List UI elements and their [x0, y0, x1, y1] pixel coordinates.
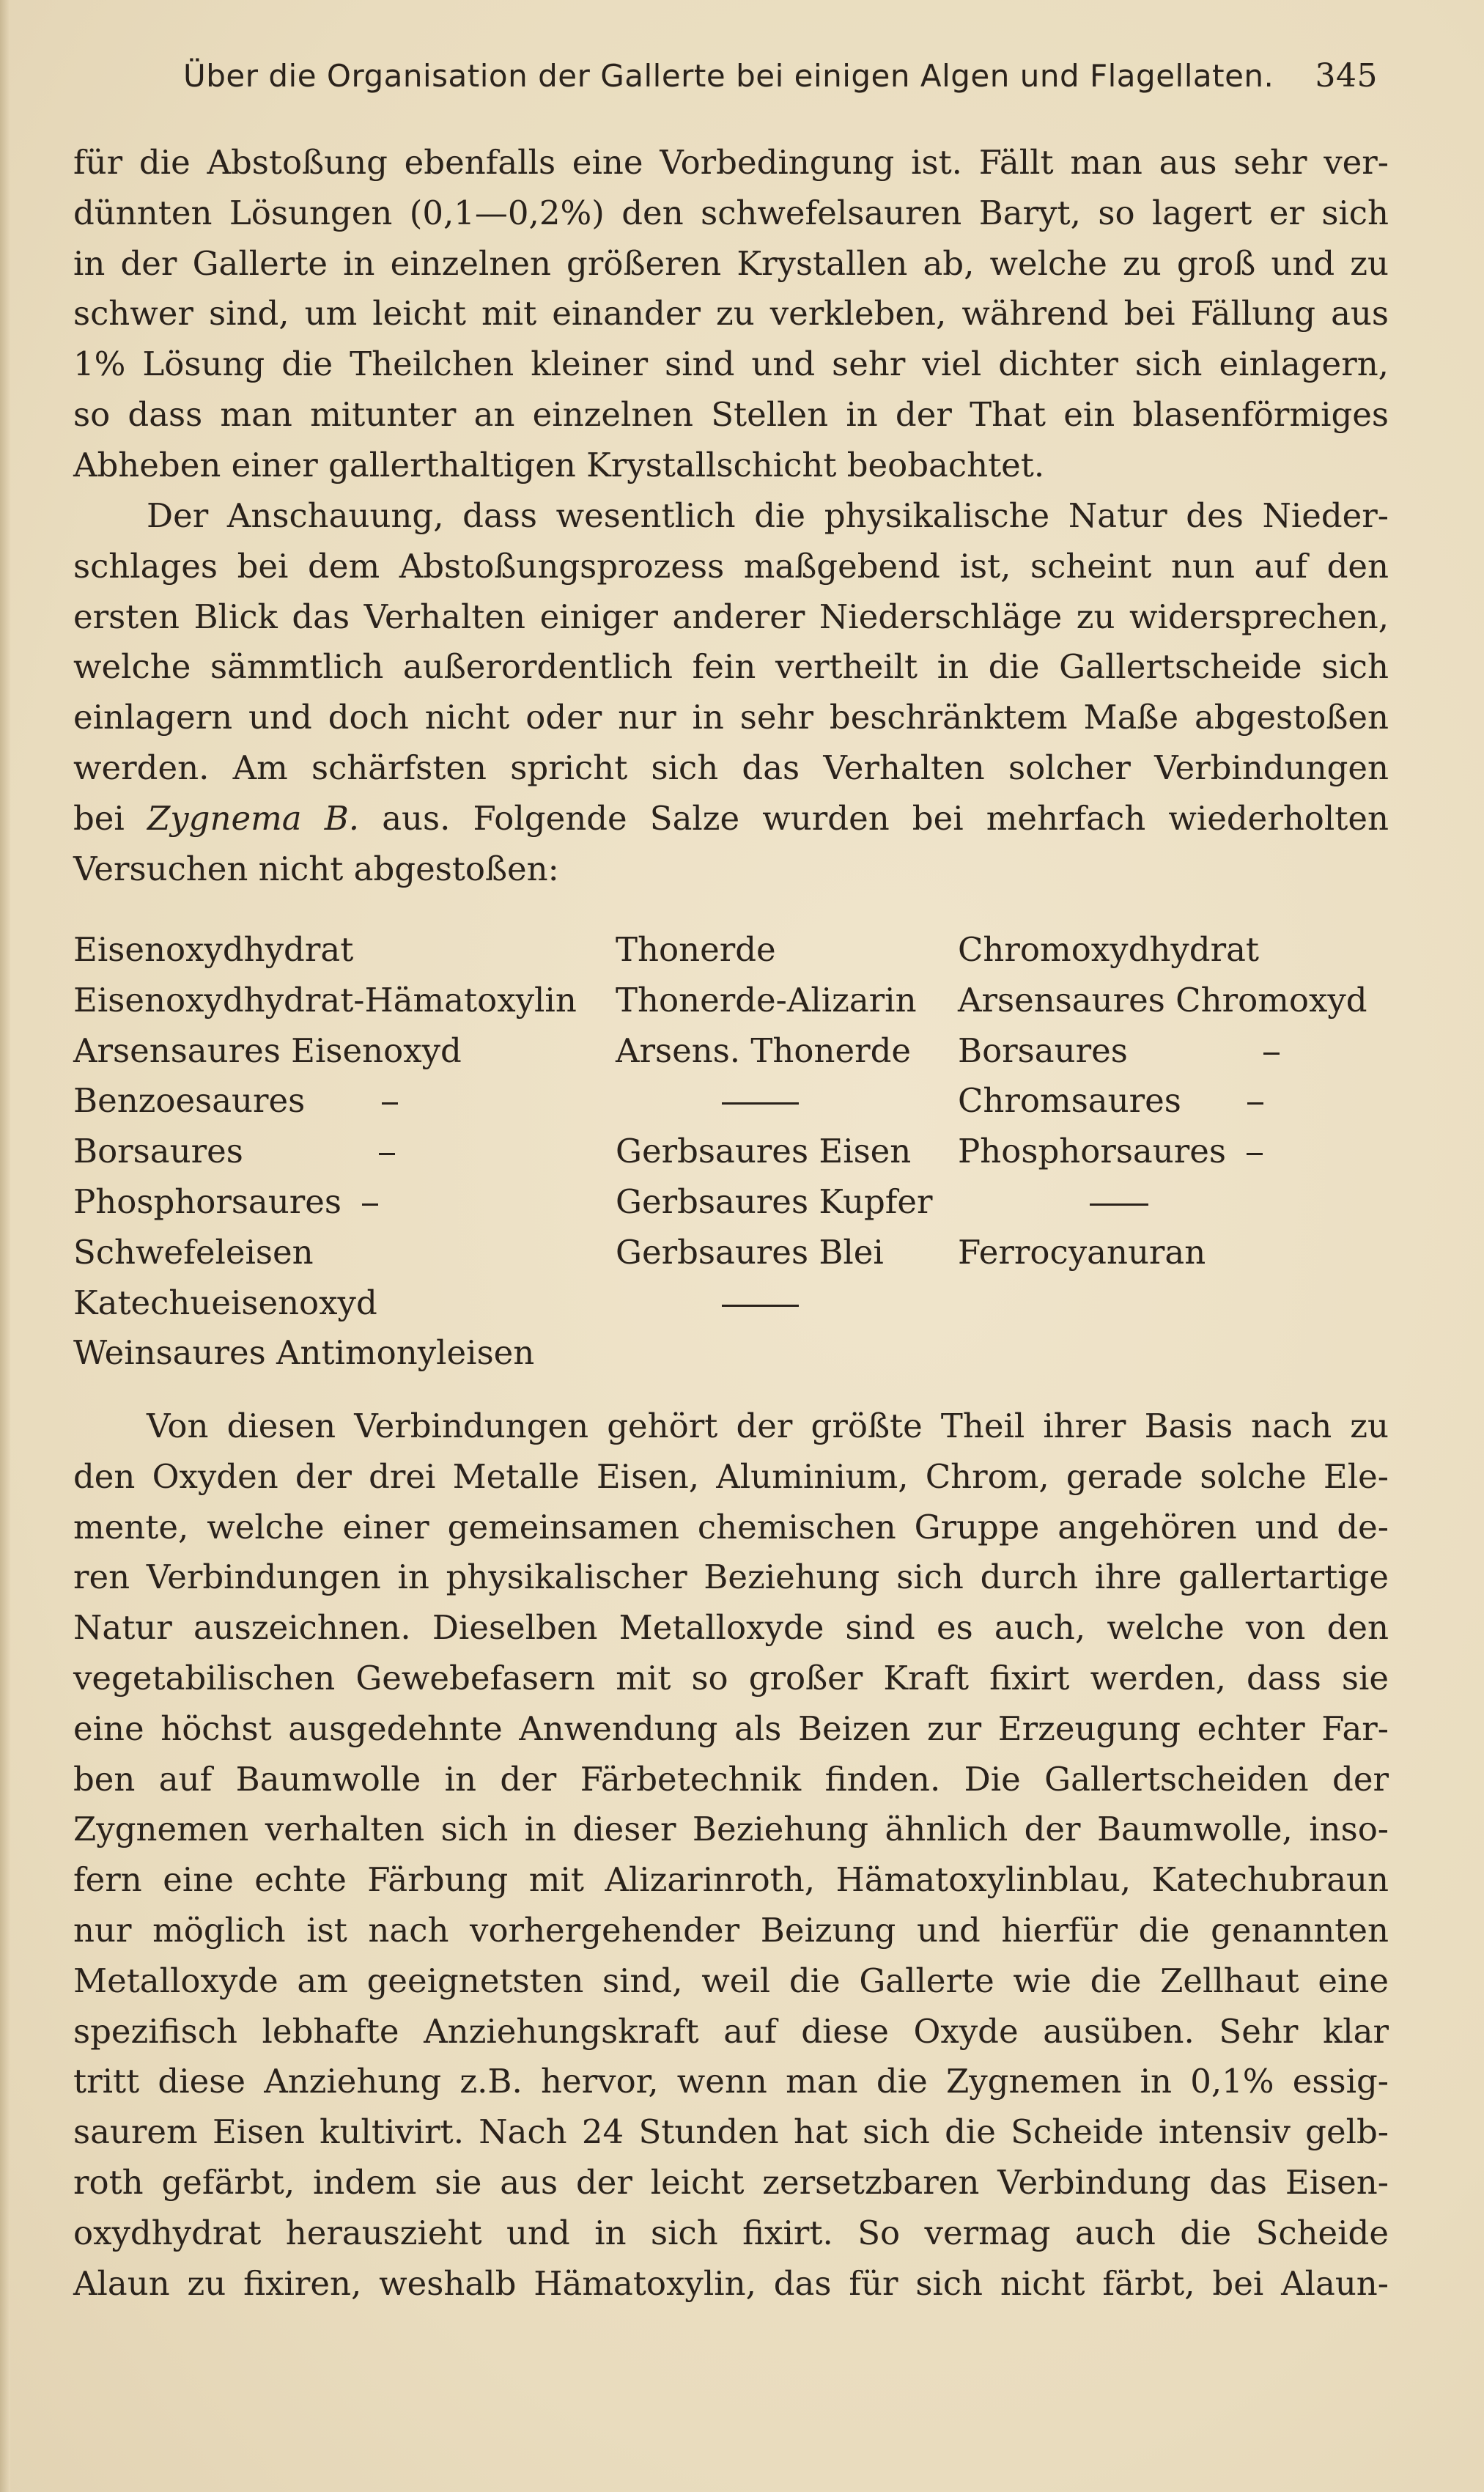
ditto-mark — [1263, 1053, 1280, 1055]
salt-entry: Arsens. Thonerde — [616, 1031, 912, 1070]
text-line: fern eine echte Färbung mit Alizarinroth, Hämatoxylinblau, Katechubraun — [73, 1860, 1389, 1900]
text-line: schwer sind, um leicht mit einander zu verkleben, während bei Fällung aus — [73, 294, 1389, 333]
salt-entry: Thonerde — [616, 930, 776, 969]
salt-name: Borsaures — [958, 1031, 1128, 1070]
text-line: dünnten Lösungen (0,1—0,2%) den schwefelsauren Baryt, so lagert er sich — [73, 193, 1389, 232]
text-line: Von diesen Verbindungen gehört der größte Theil ihrer Basis nach zu — [147, 1407, 1389, 1445]
text-line: so dass man mitunter an einzelnen Stellen in der That ein blasenförmiges — [73, 394, 1389, 434]
text-line: 1% Lösung die Theilchen kleiner sind und sehr viel dichter sich einlagern, — [73, 344, 1389, 384]
text-line: ersten Blick das Verhalten einiger anderer Niederschläge zu widersprechen, — [73, 597, 1389, 636]
genus-name: Zygnema B. — [147, 798, 360, 838]
salt-name: Chromsaures — [958, 1081, 1181, 1121]
salt-entry: Arsensaures Eisenoxyd — [73, 1031, 462, 1070]
salt-entry: Gerbsaures Eisen — [616, 1132, 912, 1171]
text-line: spezifisch lebhafte Anziehungskraft auf diese Oxyde ausüben. Sehr klar — [73, 2011, 1389, 2051]
salt-entry — [958, 1026, 1367, 1077]
text-line: nur möglich ist nach vorhergehender Beizung und hierfür die genannten — [73, 1910, 1389, 1950]
page-edge — [0, 0, 10, 2492]
paragraph-2 — [73, 491, 1389, 894]
text-line: Natur auszeichnen. Dieselben Metalloxyde sind es auch, welche von den — [73, 1608, 1389, 1648]
text-line: Metalloxyde am geeignetsten sind, weil die Gallerte wie die Zellhaut eine — [73, 1961, 1389, 2000]
text-line: werden. Am schärfsten spricht sich das Verhalten solcher Verbindungen — [73, 748, 1389, 787]
line-rest: aus. Folgende Salze wurden bei mehrfach wiederholten — [382, 798, 1389, 838]
text-line: mente, welche einer gemeinsamen chemischen Gruppe angehören und de- — [73, 1507, 1389, 1547]
page-number: 345 — [1315, 57, 1378, 95]
salt-entry: Eisenoxydhydrat-Hämatoxylin — [73, 980, 577, 1020]
salt-entry: Katechueisenoxyd — [73, 1283, 377, 1322]
running-header — [183, 57, 1378, 108]
ditto-mark — [379, 1153, 395, 1155]
line-prefix: bei — [73, 798, 125, 838]
ditto-mark — [362, 1203, 378, 1206]
salts-column-3 — [958, 925, 1367, 1278]
text-line: eine höchst ausgedehnte Anwendung als Beizen zur Erzeugung echter Far- — [73, 1708, 1389, 1748]
salt-entry: Gerbsaures Kupfer — [616, 1182, 933, 1221]
text-line: für die Abstoßung ebenfalls eine Vorbedingung ist. Fällt man aus sehr ver- — [73, 143, 1389, 182]
salt-entry: Gerbsaures Blei — [616, 1232, 884, 1272]
text-line: einlagern und doch nicht oder nur in sehr beschränktem Maße abgestoßen — [73, 698, 1389, 737]
text-line: Abheben einer gallerthaltigen Krystallschicht beobachtet. — [73, 445, 1045, 484]
text-line: in der Gallerte in einzelnen größeren Krystallen ab, welche zu groß und zu — [73, 243, 1389, 283]
salts-list — [73, 925, 1392, 1379]
ditto-mark — [1247, 1102, 1263, 1105]
salts-column-2 — [616, 925, 933, 1328]
text-line: Zygnemen verhalten sich in dieser Beziehung ähnlich der Baumwolle, inso- — [73, 1810, 1389, 1849]
ditto-mark — [1247, 1153, 1263, 1155]
salt-entry: Eisenoxydhydrat — [73, 930, 354, 969]
salt-entry — [958, 1076, 1367, 1127]
salt-entry: Ferrocyanuran — [958, 1232, 1206, 1272]
running-title: Über die Organisation der Gallerte bei einigen Algen und Flagellaten. — [183, 58, 1274, 94]
text-line: ren Verbindungen in physikalischer Beziehung sich durch ihre gallertartige — [73, 1558, 1389, 1597]
text-line: Der Anschauung, dass wesentlich die physikalische Natur des Nieder- — [147, 496, 1389, 535]
text-line: tritt diese Anziehung z.B. hervor, wenn man die Zygnemen in 0,1% essig- — [73, 2062, 1389, 2101]
text-line: welche sämmtlich außerordentlich fein vertheilt in die Gallertscheide sich — [73, 647, 1389, 687]
salt-entry — [958, 1127, 1367, 1177]
salt-entry: Arsensaures Chromoxyd — [958, 980, 1367, 1020]
separator-rule — [958, 1177, 1367, 1228]
salt-entry — [73, 1076, 577, 1127]
separator-rule — [616, 1076, 933, 1127]
separator-rule — [616, 1278, 933, 1329]
salt-name: Phosphorsaures — [73, 1182, 342, 1221]
salt-entry — [73, 1177, 577, 1228]
text-line: vegetabilischen Gewebefasern mit so großer Kraft fixirt werden, dass sie — [73, 1658, 1389, 1697]
text-line: Alaun zu fixiren, weshalb Hämatoxylin, das für sich nicht färbt, bei Alaun- — [73, 2263, 1389, 2303]
text-line: roth gefärbt, indem sie aus der leicht zersetzbaren Verbindung das Eisen- — [73, 2162, 1389, 2202]
text-line: Versuchen nicht abgestoßen: — [73, 849, 559, 888]
text-line: ben auf Baumwolle in der Färbetechnik finden. Die Gallertscheiden der — [73, 1759, 1389, 1799]
text-line: oxydhydrat herauszieht und in sich fixirt. So vermag auch die Scheide — [73, 2213, 1389, 2252]
salt-name: Benzoesaures — [73, 1081, 306, 1121]
salt-entry: Schwefeleisen — [73, 1232, 314, 1272]
salt-name: Phosphorsaures — [958, 1132, 1226, 1171]
salt-entry: Chromoxydhydrat — [958, 930, 1260, 969]
salt-name: Borsaures — [73, 1132, 243, 1171]
ditto-mark — [382, 1102, 398, 1105]
salts-column-1 — [73, 925, 577, 1379]
paragraph-1 — [73, 138, 1389, 491]
text-line: den Oxyden der drei Metalle Eisen, Aluminium, Chrom, gerade solche Ele- — [73, 1456, 1389, 1496]
text-line: saurem Eisen kultivirt. Nach 24 Stunden hat sich die Scheide intensiv gelb- — [73, 2112, 1389, 2152]
paragraph-3 — [73, 1401, 1389, 2309]
salt-entry: Thonerde-Alizarin — [616, 980, 917, 1020]
salt-entry: Weinsaures Antimonyleisen — [73, 1333, 535, 1373]
text-line — [73, 794, 1389, 844]
salt-entry — [73, 1127, 577, 1177]
text-line: schlages bei dem Abstoßungsprozess maßgebend ist, scheint nun auf den — [73, 546, 1389, 586]
